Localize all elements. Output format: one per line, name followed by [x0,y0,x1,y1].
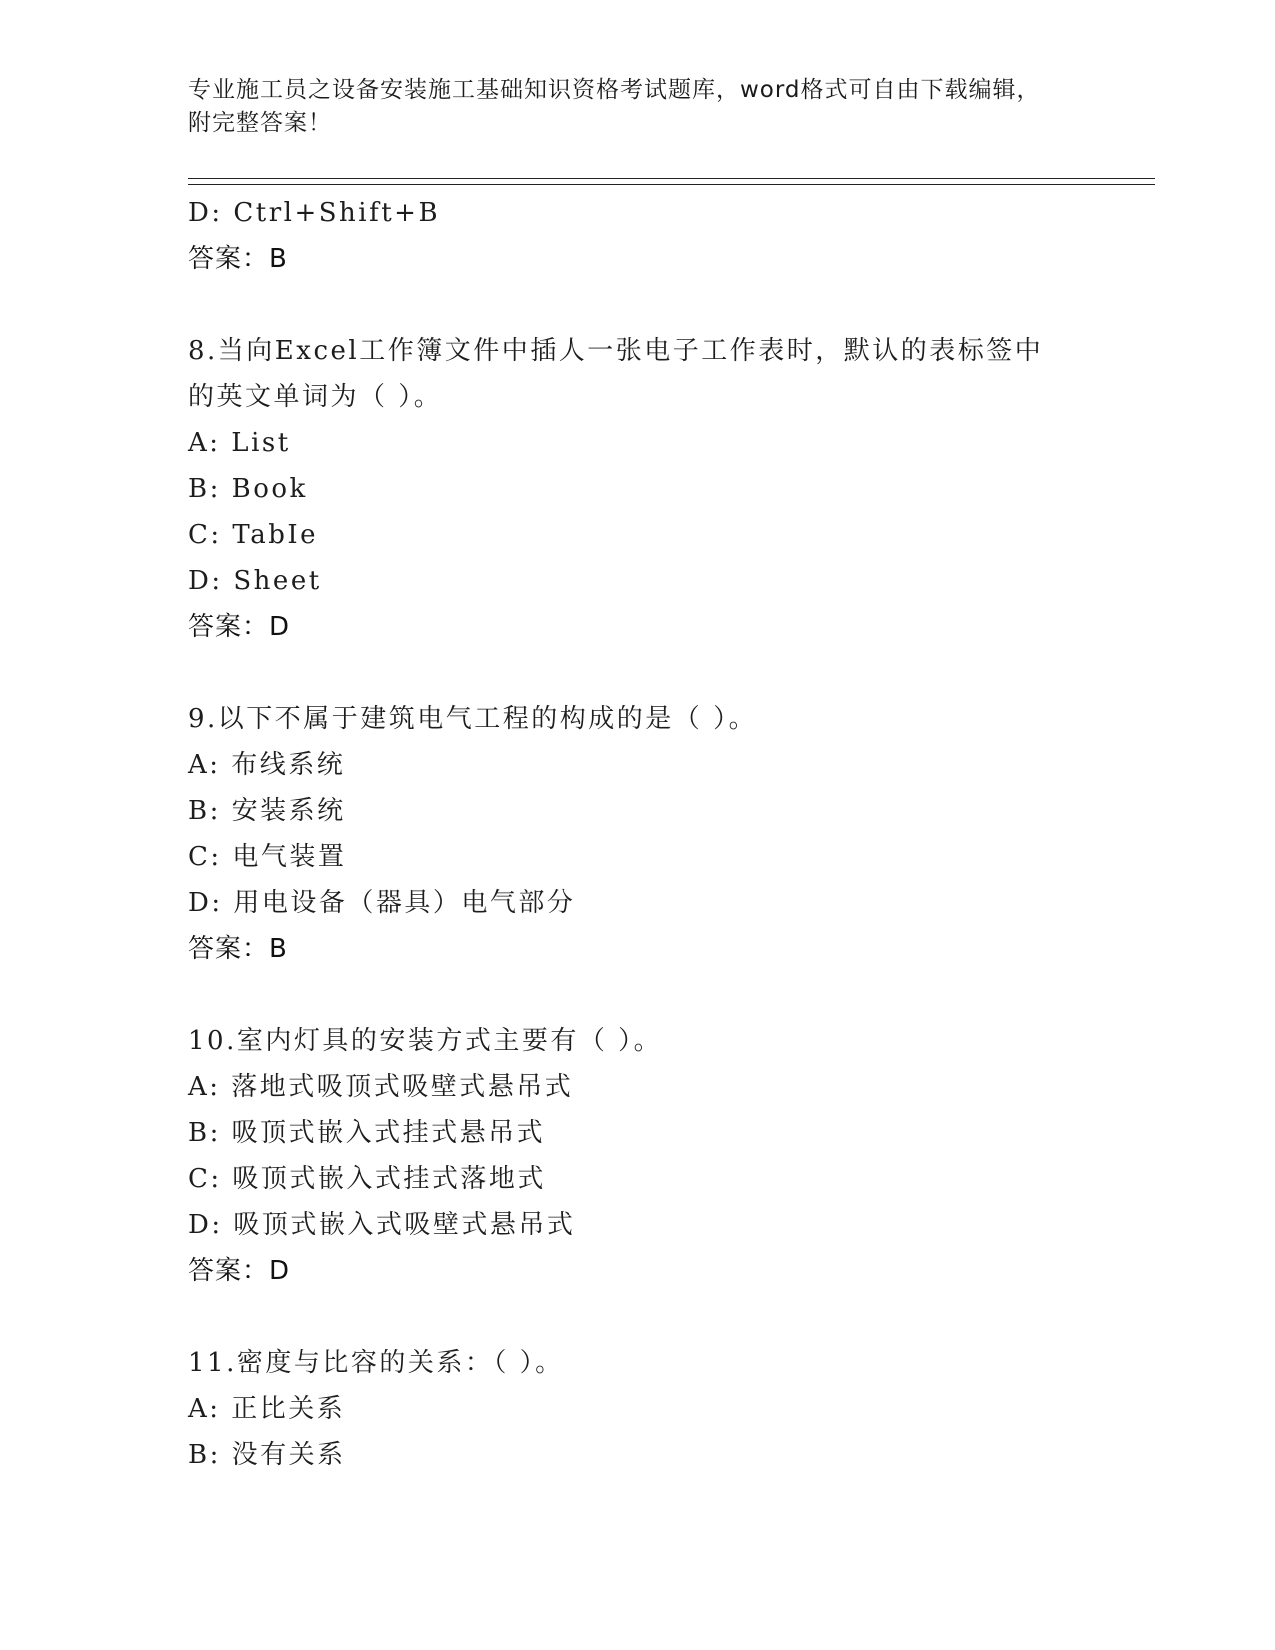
answer: 答案：D [188,1256,291,1286]
option-a: A: List [188,428,291,458]
question-text: 10.室内灯具的安装方式主要有（ ）。 [188,1026,663,1056]
question-10 [188,1018,1148,1294]
question-text: 11.密度与比容的关系：（ ）。 [188,1348,564,1378]
answer: 答案：D [188,612,291,642]
answer: 答案：B [188,244,288,274]
question-text: 9.以下不属于建筑电气工程的构成的是（ ）。 [188,704,758,734]
option-d: D: 吸顶式嵌入式吸壁式悬吊式 [188,1210,576,1240]
option-d: D: 用电设备（器具）电气部分 [188,888,576,918]
option-c: C: 电气装置 [188,842,347,872]
option-a: A: 正比关系 [188,1394,346,1424]
header-line-2: 附完整答案！ [188,110,332,136]
question-text: 8.当向Excel工作簿文件中插人一张电子工作表时，默认的表标签中 [188,336,1044,366]
option-d: D: Sheet [188,566,322,596]
answer: 答案：B [188,934,288,964]
question-11 [188,1340,1148,1478]
document-header [188,74,1088,140]
header-divider-bottom [188,184,1155,185]
option-b: B: 吸顶式嵌入式挂式悬吊式 [188,1118,546,1148]
carryover-block [188,190,1148,282]
option-c: C: TabIe [188,520,319,550]
header-line-1: 专业施工员之设备安装施工基础知识资格考试题库，word格式可自由下载编辑， [188,77,1041,103]
option-c: C: 吸顶式嵌入式挂式落地式 [188,1164,546,1194]
option-a: A: 布线系统 [188,750,346,780]
option-b: B: 没有关系 [188,1440,346,1470]
question-9 [188,696,1148,972]
question-text-cont: 的英文单词为（ ）。 [188,382,443,412]
option-d: D: Ctrl+Shift+B [188,198,441,228]
question-content [188,190,1148,1478]
option-b: B: Book [188,474,308,504]
question-8 [188,328,1148,650]
option-a: A: 落地式吸顶式吸壁式悬吊式 [188,1072,574,1102]
header-divider-top [188,178,1155,179]
option-b: B: 安装系统 [188,796,346,826]
